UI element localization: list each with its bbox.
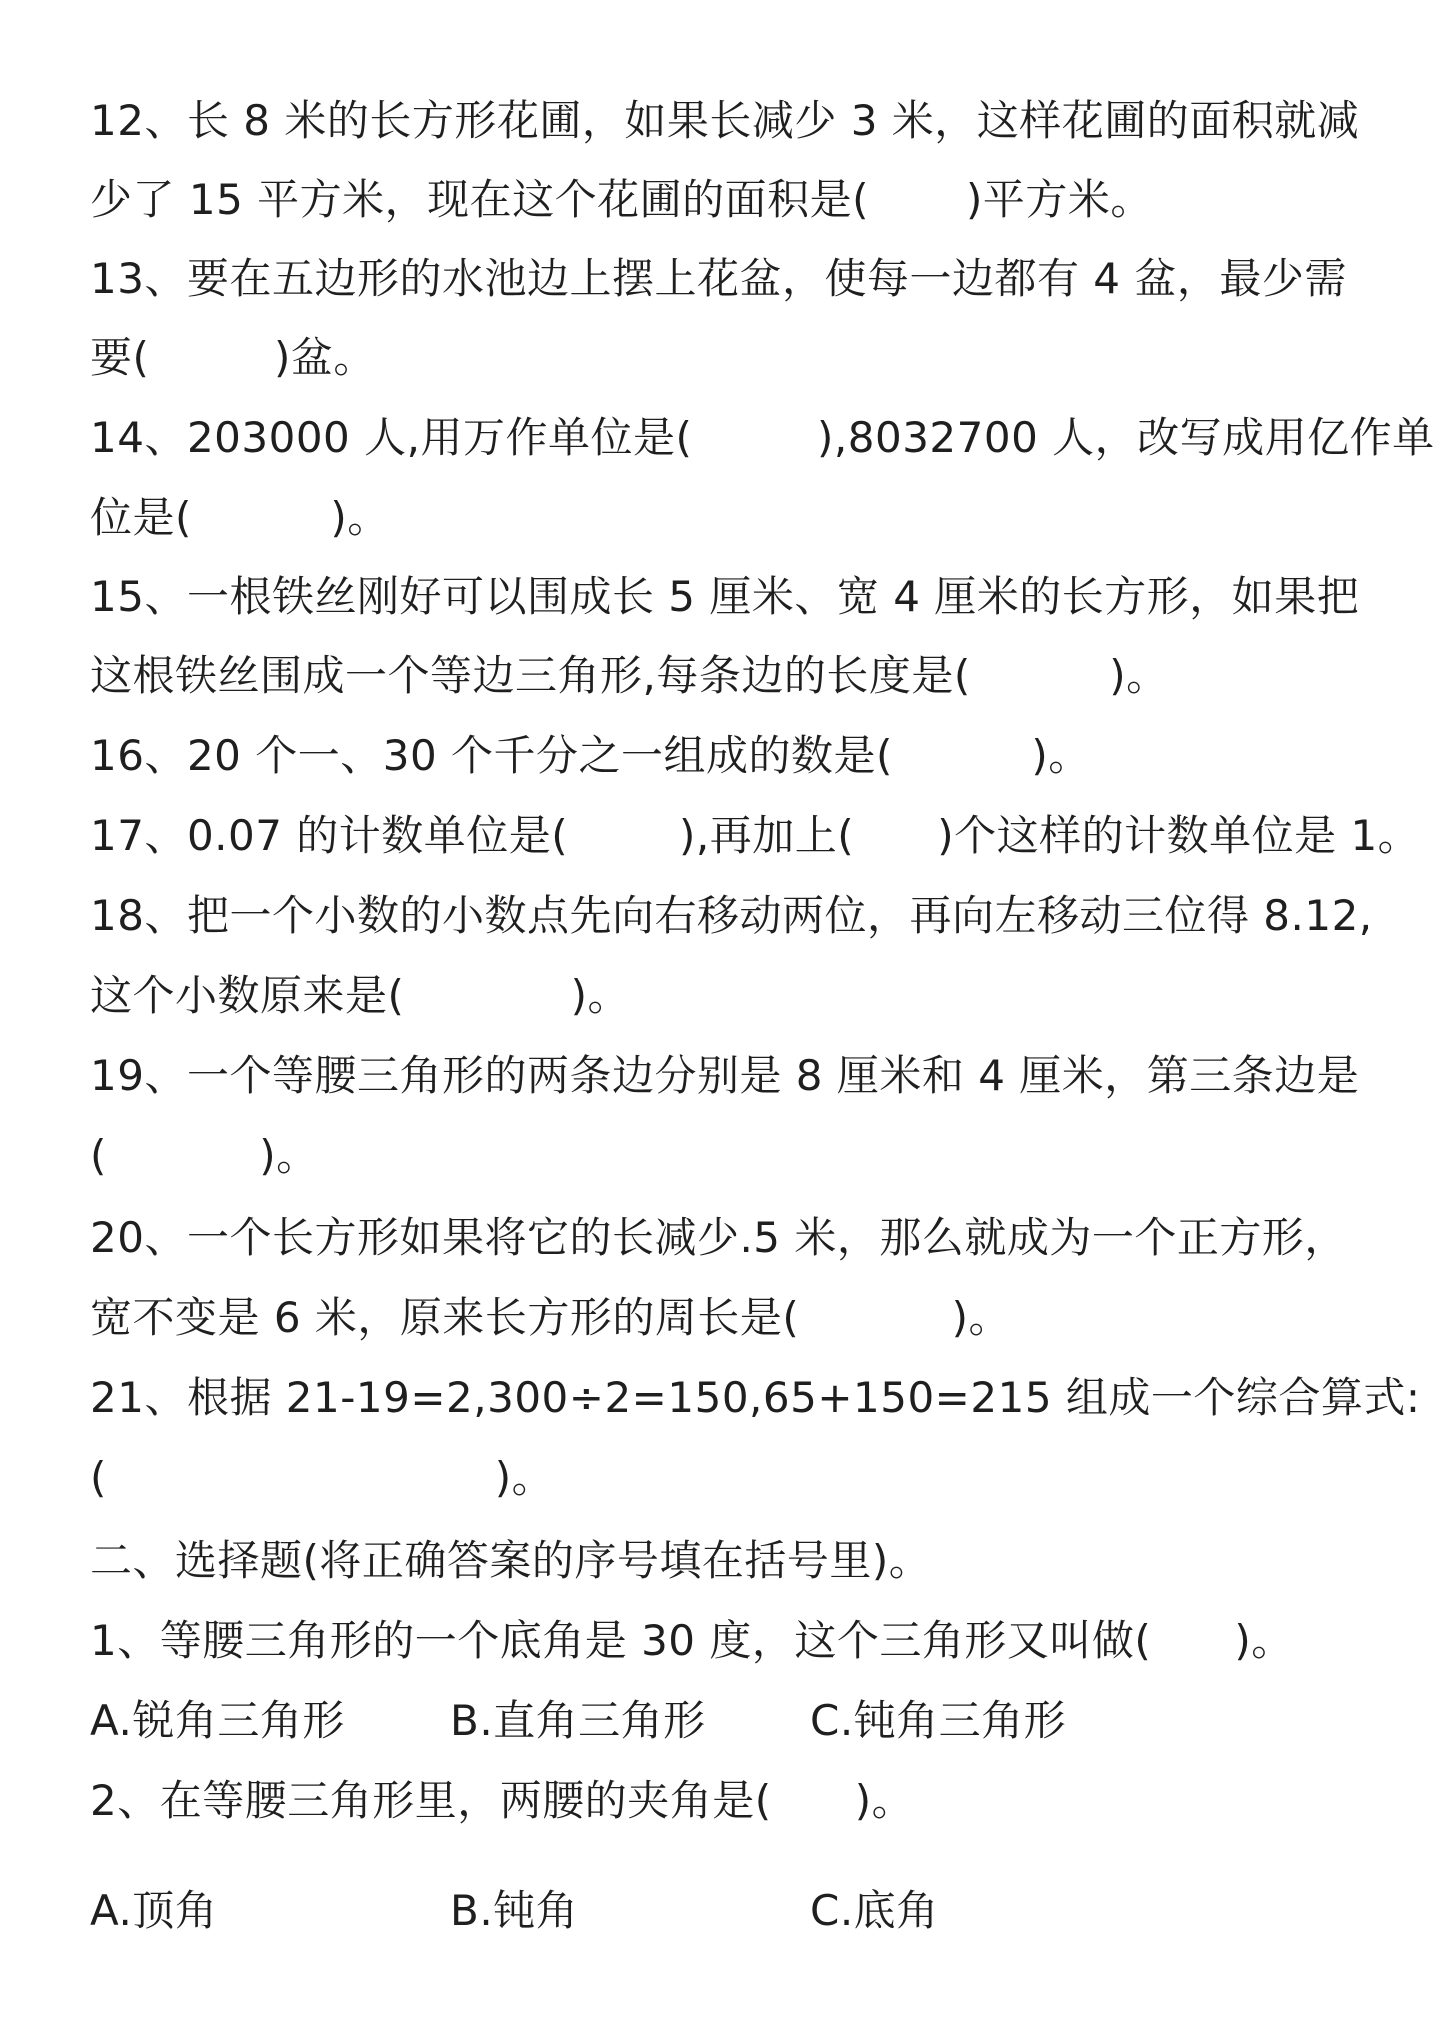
q21-line2: ( )。 [90,1453,555,1502]
q20-line2: 宽不变是 6 米，原来长方形的周长是( )。 [90,1293,1012,1342]
q12-line2: 少了 15 平方米，现在这个花圃的面积是( )平方米。 [90,175,1153,224]
q16-line1: 16、20 个一、30 个千分之一组成的数是( )。 [90,731,1091,780]
q18-line1: 18、把一个小数的小数点先向右移动两位，再向左移动三位得 8.12, [90,891,1373,940]
q12-line1: 12、长 8 米的长方形花圃，如果长减少 3 米，这样花圃的面积就减 [90,96,1360,145]
choice-q1-option-a: A.锐角三角形 [90,1696,345,1745]
section2-heading: 二、选择题(将正确答案的序号填在括号里)。 [90,1536,932,1585]
q13-line2: 要( )盆。 [90,333,376,382]
q14-line2: 位是( )。 [90,493,390,542]
choice-q1-stem: 1、等腰三角形的一个底角是 30 度，这个三角形又叫做( )。 [90,1616,1294,1665]
q21-line1: 21、根据 21-19=2,300÷2=150,65+150=215 组成一个综合算式: [90,1373,1421,1422]
q20-line1: 20、一个长方形如果将它的长减少.5 米，那么就成为一个正方形， [90,1213,1347,1262]
choice-q1-option-b: B.直角三角形 [450,1696,706,1745]
q17-line1: 17、0.07 的计数单位是( ),再加上( )个这样的计数单位是 1。 [90,811,1421,860]
choice-q2-stem: 2、在等腰三角形里，两腰的夹角是( )。 [90,1776,915,1825]
choice-q2-option-a: A.顶角 [90,1886,218,1935]
choice-q2-option-b: B.钝角 [450,1886,579,1935]
q15-line1: 15、一根铁丝刚好可以围成长 5 厘米、宽 4 厘米的长方形，如果把 [90,572,1360,621]
q13-line1: 13、要在五边形的水池边上摆上花盆，使每一边都有 4 盆，最少需 [90,254,1347,303]
choice-q2-option-c: C.底角 [810,1886,939,1935]
q19-line1: 19、一个等腰三角形的两条边分别是 8 厘米和 4 厘米，第三条边是 [90,1051,1360,1100]
q14-line1: 14、203000 人,用万作单位是( ),8032700 人，改写成用亿作单 [90,413,1435,462]
q19-line2: ( )。 [90,1131,319,1180]
choice-q1-option-c: C.钝角三角形 [810,1696,1067,1745]
q15-line2: 这根铁丝围成一个等边三角形,每条边的长度是( )。 [90,651,1169,700]
q18-line2: 这个小数原来是( )。 [90,971,630,1020]
